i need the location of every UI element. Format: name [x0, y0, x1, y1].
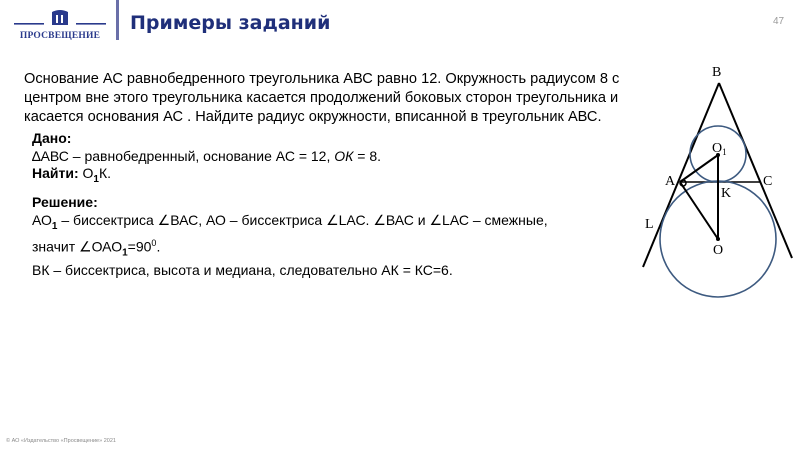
given-line: ∆АВС – равнобедренный, основание АС = 12, ОК = 8.	[32, 147, 382, 164]
find-line: Найти: $О_1К$.	[32, 165, 112, 185]
point-o	[716, 237, 720, 241]
label-b: B	[712, 65, 722, 80]
line-bl	[643, 83, 719, 267]
solution-line-2: значит $\angle ОАО_1=90^0$.	[32, 237, 161, 259]
solution-line-3: ВК – биссектриса, высота и медиана, следовательно АК = КС=6.	[32, 261, 453, 278]
problem-statement: Основание АС равнобедренного треугольника АВС равно 12. Окружность радиусом 8 с центром вне этого треугольника касается продолжений боковых сторон треугольника и касается основания АС . Найдите радиус окружности, вписанной в треугольник АВС.	[24, 71, 620, 125]
solution-label: Решение:	[32, 194, 98, 210]
segment-a-o	[680, 182, 718, 239]
page-number: 47	[773, 16, 785, 27]
given-label: Дано:	[32, 130, 72, 146]
page-title: Примеры заданий	[130, 12, 331, 34]
logo-wordmark: ПРОСВЕЩЕНИЕ	[19, 31, 101, 41]
solution-line-1: $АО_1$ – биссектриса ∠ВАС, АО – биссектриса ∠LАС. ∠ВАС и ∠LАС – смежные,	[32, 211, 548, 232]
label-c: C	[763, 174, 773, 189]
segment-a-o1	[680, 155, 718, 182]
label-o1: $O_1$	[712, 141, 727, 157]
copyright-footer: © АО «Издательство «Просвещение» 2021	[6, 438, 116, 444]
label-l: L	[645, 217, 654, 232]
label-k: K	[721, 186, 732, 201]
label-o: O	[713, 243, 724, 258]
line-bc	[719, 83, 792, 258]
label-a: A	[665, 174, 676, 189]
